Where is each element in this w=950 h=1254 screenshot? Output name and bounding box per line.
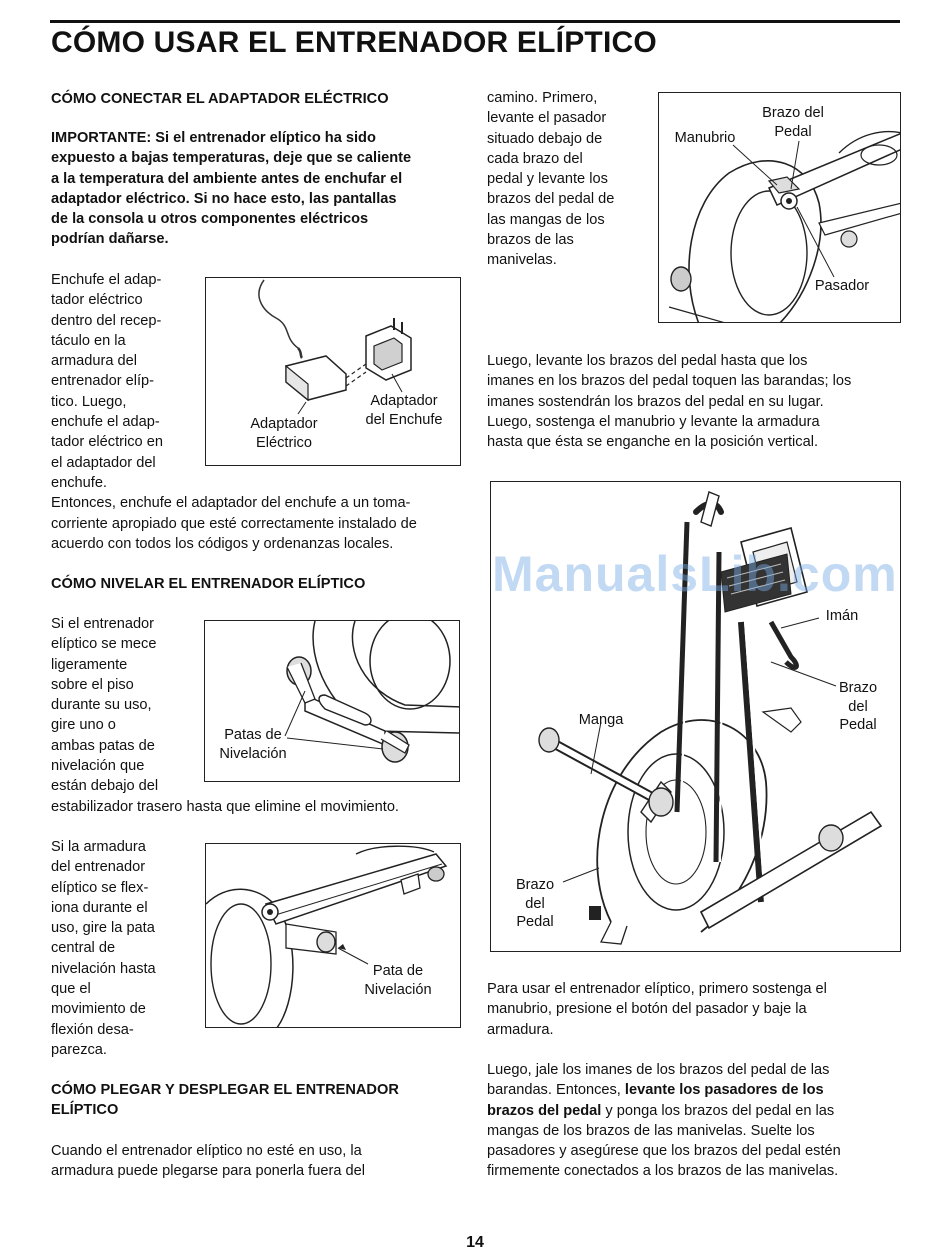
top-rule [50,20,900,23]
unfold-para [487,979,827,1040]
page-number: 14 [466,1234,484,1251]
text-line: brazos del pedal de [487,191,615,208]
text-line: pasadores y asegúrese que los brazos del pedal estén [487,1143,841,1160]
label-line: Nivelación [364,981,432,998]
heading-line: ELÍPTICO [51,1102,119,1119]
section-heading-connect: CÓMO CONECTAR EL ADAPTADOR ELÉCTRICO [51,91,389,107]
text-line: adaptador eléctrico. Si no hace esto, las pantallas [51,190,397,207]
label-line: Pata de [372,963,424,979]
bold-text: levante los pasadores de los [624,1082,824,1099]
figure-label [507,876,563,932]
figure-pedal-arm-pin [658,92,901,323]
text-line: Luego, jale los imanes de los brazos del pedal de las [487,1062,830,1078]
text-line: de la consola u otros componentes eléctricos [51,211,369,228]
center-leveling-foot-illustration [206,844,461,1028]
label-line: Pedal [516,914,554,930]
text-line [487,1101,841,1121]
text-line: elíptico se mece [51,636,157,653]
fold-continuation [487,88,614,271]
figure-label: Manga [578,712,624,728]
page-title: CÓMO USAR EL ENTRENADOR ELÍPTICO [51,26,657,59]
text-line: mangas de los brazos de las manivelas. Suelte los [487,1122,815,1139]
label-line: Adaptador [250,416,318,432]
text-line: el adaptador del [51,454,156,471]
text-line: podrían dañarse. [51,231,169,248]
figure-label [753,104,833,141]
fold-body [51,1141,365,1182]
text-span: barandas. Entonces, [487,1082,625,1099]
text-line [487,1080,841,1100]
figure-power-adapter [205,277,461,466]
unfold-para2 [487,1060,841,1182]
text-line: armadura del [51,353,137,370]
text-line: enchufe. [51,474,107,491]
figure-label [354,392,454,429]
text-line: tador eléctrico [51,292,143,309]
text-line: elíptico se flex- [51,879,149,896]
text-line: flexión desa- [51,1021,134,1038]
label-line: Brazo [515,877,555,893]
text-line: Cuando el entrenador elíptico no esté en uso, la [51,1143,362,1159]
label-line: del [848,698,868,715]
text-line: nivelación que [51,758,145,775]
text-line: durante su uso, [51,697,152,714]
text-line: movimiento de [51,1001,146,1018]
text-line: pedal y levante los [487,171,608,188]
label-line: Eléctrico [256,434,312,451]
label-line: Pedal [839,717,877,733]
text-line: gire uno o [51,717,116,734]
text-line: Si la armadura [51,839,146,855]
text-line: estabilizador trasero hasta que elimine el movimiento. [51,798,399,815]
text-line: Luego, levante los brazos del pedal hasta que los [487,353,808,369]
text-line: IMPORTANTE: Si el entrenador elíptico ha sido [51,130,376,146]
text-line: levante el pasador [487,110,607,127]
figure-leveling-feet [204,620,460,782]
text-span: y ponga los brazos del pedal en las [601,1102,835,1119]
bold-text: brazos del pedal [487,1102,602,1119]
text-line: camino. Primero, [487,90,598,106]
watermark: ManualsLib.com [492,546,898,602]
text-line: Entonces, enchufe el adaptador del enchufe a un toma- [51,495,411,512]
label-line: Brazo del [762,105,824,121]
text-line: las mangas de los [487,211,605,228]
text-line: Luego, sostenga el manubrio y levante la armadura [487,413,820,430]
text-line: enchufe el adap- [51,414,160,431]
figure-label [356,962,440,999]
text-line: parezca. [51,1041,107,1058]
figure-label [211,726,295,763]
text-line: tico. Luego, [51,393,127,410]
text-line: cada brazo del [487,150,583,167]
text-line: imanes sostendrán los brazos del pedal en su lugar. [487,393,824,410]
text-line: brazos de las [487,232,574,249]
label-line: Brazo [838,680,878,696]
text-line: que el [51,981,91,998]
text-line: Enchufe el adap- [51,272,162,288]
section-heading-fold [51,1080,399,1121]
label-line: del Enchufe [365,411,443,428]
text-line: sobre el piso [51,676,134,693]
text-line: a la temperatura del ambiente antes de enchufar el [51,170,403,187]
text-line: entrenador elíp- [51,373,155,390]
text-line: Si el entrenador [51,616,155,632]
text-line: manubrio, presione el botón del pasador y baje la [487,1001,807,1018]
text-line: nivelación hasta [51,960,156,977]
level-para2 [51,837,156,1060]
text-line: ambas patas de [51,737,155,754]
figure-center-leveling-foot [205,843,461,1028]
label-line: Adaptador [370,393,438,409]
section-heading-level: CÓMO NIVELAR EL ENTRENADOR ELÍPTICO [51,576,366,592]
text-line: firmemente conectados a los brazos de las manivelas. [487,1163,839,1180]
figure-label [829,679,887,735]
text-line: imanes en los brazos del pedal toquen las barandas; los [487,373,852,390]
label-line: Nivelación [219,745,287,762]
text-line: están debajo del [51,778,159,795]
text-line: central de [51,940,116,957]
figure-label: Pasador [814,278,870,294]
heading-line: CÓMO PLEGAR Y DESPLEGAR EL ENTRENADOR [51,1082,399,1098]
text-line: táculo en la [51,332,126,349]
important-notice [51,128,411,250]
text-line: dentro del recep- [51,312,162,329]
text-line: hasta que ésta se enganche en la posición vertical. [487,434,819,451]
figure-label [238,415,330,452]
text-line: armadura. [487,1021,554,1038]
label-line: Pedal [774,123,812,140]
text-line: manivelas. [487,252,557,269]
text-line: expuesto a bajas temperaturas, deje que se caliente [51,150,412,167]
figure-label: Imán [825,608,859,624]
label-line: del [525,895,545,912]
text-line: del entrenador [51,859,146,876]
text-line: acuerdo con todos los códigos y ordenanzas locales. [51,535,394,552]
raise-pedal-para [487,351,851,452]
text-line: Para usar el entrenador elíptico, primero sostenga el [487,981,827,997]
text-line: situado debajo de [487,130,603,147]
text-line: corriente apropiado que esté correctamente instalado de [51,515,417,532]
text-line: ligeramente [51,656,128,673]
figure-label: Manubrio [674,130,736,146]
text-line: uso, gire la pata [51,920,155,937]
label-line: Patas de [224,727,282,743]
text-line: armadura puede plegarse para ponerla fuera del [51,1163,365,1180]
text-line: tador eléctrico en [51,434,163,451]
text-line: iona durante el [51,899,148,916]
